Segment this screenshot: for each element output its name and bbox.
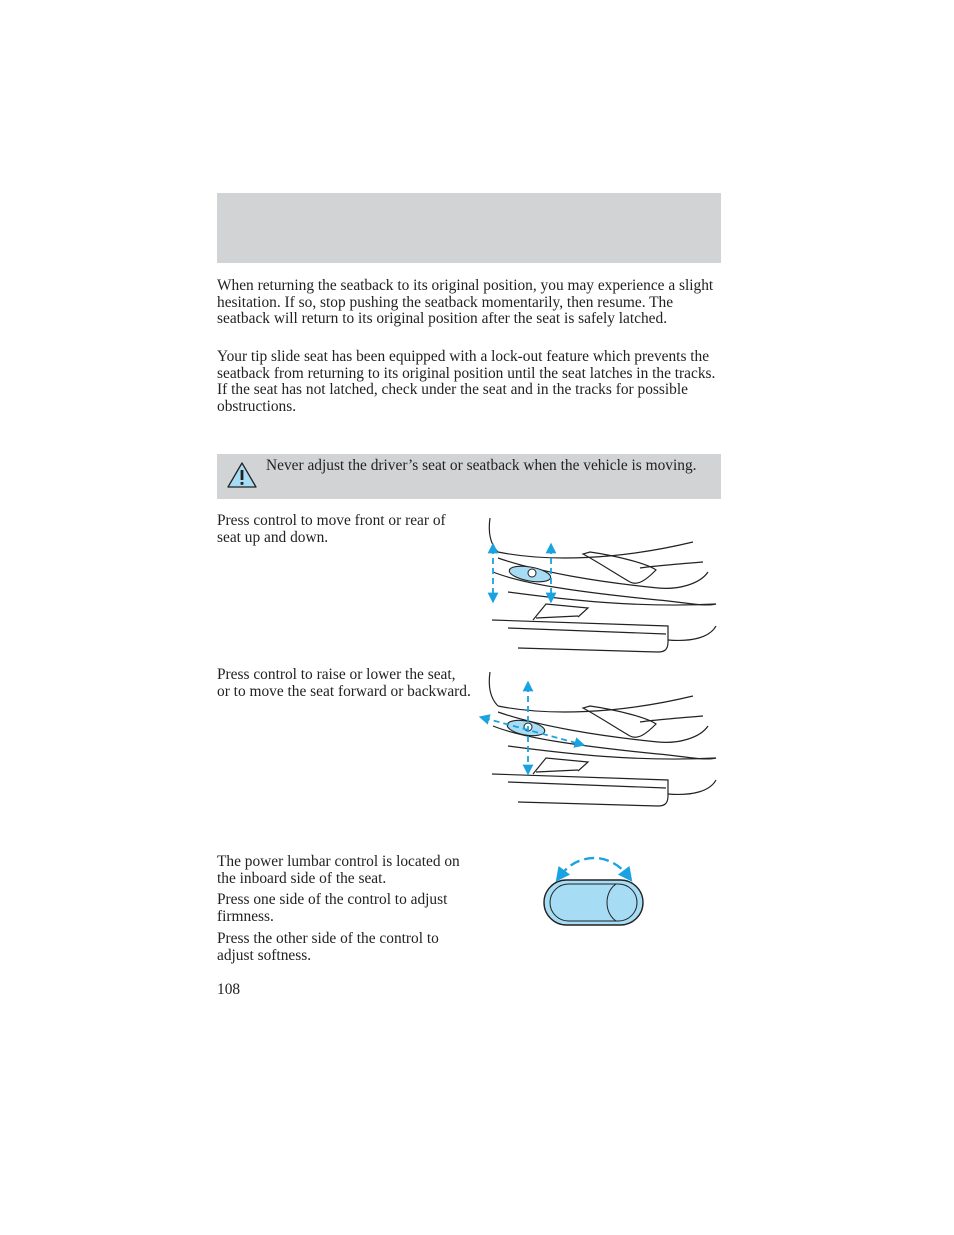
body-paragraph-seatback-return: When returning the seatback to its original position, you may experience a slight hesitation. If so, stop pushing the seatback momentarily, then resume. The seatback will return to its original position after the seat is safely latched. — [217, 277, 714, 327]
warning-box — [217, 454, 721, 499]
warning-text: Never adjust the driver’s seat or seatback when the vehicle is moving. — [266, 457, 697, 474]
front-rear-control-text: Press control to move front or rear of seat up and down. — [217, 512, 446, 546]
raise-lower-control-text: Press control to raise or lower the seat, or to move the seat forward or backward. — [217, 666, 471, 700]
warning-triangle-icon — [226, 461, 258, 489]
body-paragraph-lockout-feature: Your tip slide seat has been equipped with a lock-out feature which prevents the seatback from returning to its original position until the seat latches in the tracks. If the seat has not latched, check under the seat and in the tracks for possible obstructions. — [217, 348, 716, 415]
lumbar-firmness-text: Press one side of the control to adjust firmness. — [217, 891, 448, 925]
lumbar-control-illustration — [538, 852, 650, 932]
section-header-band — [217, 193, 721, 263]
seat-raise-lower-illustration — [478, 666, 723, 811]
lumbar-softness-text: Press the other side of the control to adjust softness. — [217, 930, 439, 964]
lumbar-location-text: The power lumbar control is located on the inboard side of the seat. — [217, 853, 460, 887]
seat-front-rear-illustration — [478, 512, 723, 657]
page-number: 108 — [217, 981, 241, 998]
